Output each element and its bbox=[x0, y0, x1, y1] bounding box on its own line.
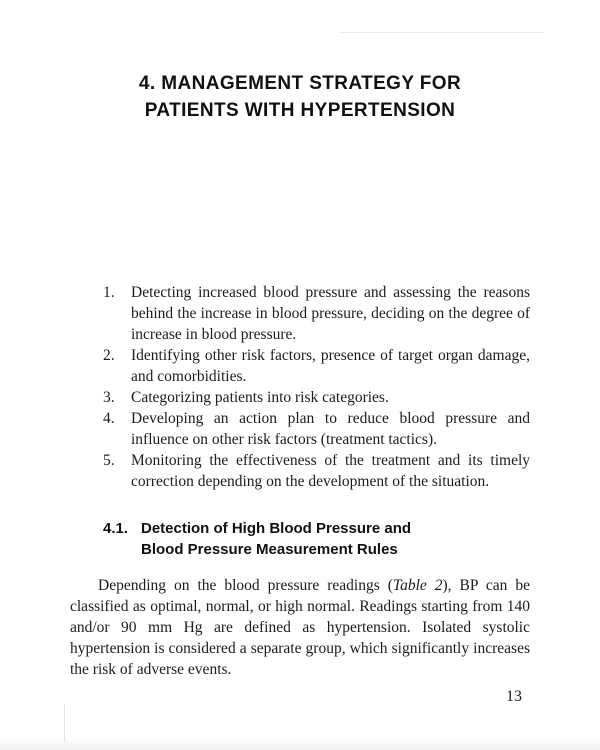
table-reference: Table 2 bbox=[392, 577, 443, 594]
list-item-number: 3. bbox=[103, 389, 115, 406]
document-title bbox=[70, 0, 530, 124]
paragraph-part-1: Depending on the blood pressure readings ( bbox=[98, 577, 393, 594]
list-item bbox=[103, 345, 530, 387]
scan-artifact-bottom bbox=[0, 738, 600, 750]
list-item-number: 2. bbox=[103, 347, 115, 364]
list-item bbox=[103, 282, 530, 345]
list-item-text: Categorizing patients into risk categories. bbox=[131, 389, 389, 406]
list-item bbox=[103, 387, 530, 408]
body-paragraph bbox=[70, 575, 530, 680]
list-item-text: Detecting increased blood pressure and assessing the reasons behind the increase in blood pressure, deciding on the degree of increase in blood pressure. bbox=[131, 284, 530, 343]
list-item bbox=[103, 450, 530, 492]
page-number: 13 bbox=[506, 688, 522, 705]
list-item-number: 5. bbox=[103, 452, 115, 469]
paragraph-part-2: ), BP can be classified as optimal, normal, or high normal. Readings starting from 140 and/or 90 mm Hg are defined as hypertension. Isolated systolic hypertension is considered a separate group, which significantly increases the risk of adverse events. bbox=[70, 577, 530, 678]
list-item-number: 4. bbox=[103, 410, 115, 427]
management-steps-list bbox=[70, 282, 530, 492]
list-item-text: Identifying other risk factors, presence of target organ damage, and comorbidities. bbox=[131, 347, 530, 385]
list-item-number: 1. bbox=[103, 284, 115, 301]
title-line-2: PATIENTS WITH HYPERTENSION bbox=[144, 100, 456, 121]
section-heading-text: Detection of High Blood Pressure and Blood Pressure Measurement Rules bbox=[141, 520, 412, 558]
section-heading bbox=[70, 518, 530, 560]
scan-artifact-top bbox=[340, 32, 545, 33]
list-item-text: Monitoring the effectiveness of the treatment and its timely correction depending on the development of the situation. bbox=[131, 452, 530, 490]
list-item bbox=[103, 408, 530, 450]
list-item-text: Developing an action plan to reduce blood pressure and influence on other risk factors (treatment tactics). bbox=[131, 410, 530, 448]
title-line-1: 4. MANAGEMENT STRATEGY FOR bbox=[138, 73, 462, 94]
section-number: 4.1. bbox=[103, 520, 129, 537]
scan-artifact-left bbox=[64, 704, 65, 742]
